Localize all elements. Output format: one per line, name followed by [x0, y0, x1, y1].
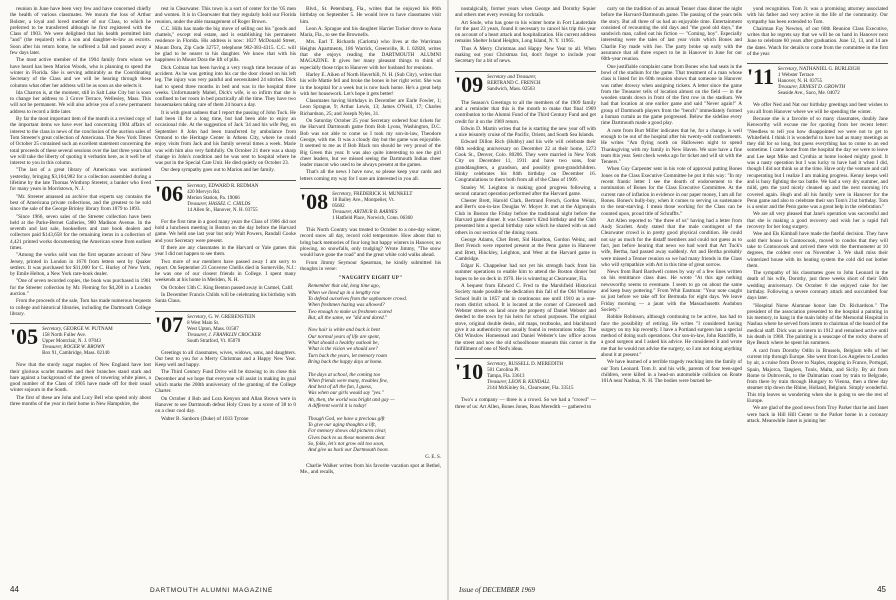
paragraph: On October 4 Bob and Lora Kenyon and Allan Brown were in Hanover to see Dartmouth defeat Holy Cross by a score of 38 to 0 on a clear cool day. [155, 395, 296, 415]
paragraph: We are glad of the good news from Troy Parker that he and Janet were back in Hill Hill Center to the Parker home in a coronary attack. Meanwhile Janet is joining her [747, 405, 888, 424]
paragraph: Because she is a favorite of so many classmates, doubly Jane Kenworthy will excuse me for quoting from her recent letter: "Needless to tell you how disappointed we were not to get to Whitefield. I think it is wonderful to have had as many meetings as they did for so long, but guess everything has to come to an end sometime. I came home from the hospital the day we were to leave and Lee kept Mike and Cynthia at home looked mighty good. It was a nasty operation but I was lucky to have had it when I did, though I did not think so at the time. Have only the venture and call recuperating but I realize I am making progress. Kenny keeps well and is busy fighting the tax battle. We had a very dry summer, and mild, gets the yard nicely cleaned up and the next morning it's covered again. Hugh and all his family were in Hanover for the Penn game and also to celebrate their son Tom's 21st birthday. Tom is a senior and the Penn game was a great help in the celebration." [747, 115, 888, 211]
paragraph: carry on the tradition of an annual Tenner class dinner the night before the Harvard-Dartmouth game. The passing of the years tells the story. But all three of us had an enjoyable time. Entertainment consisted of recounting the old days and "the good old days," the sandwich man, called out his fiction — "Coming, boy". Especially interesting were the tales of last year visits which Bones and Charlie Fay made with Joe. The party broke up early with the assurance that all three expect to be in Hanover in June for our 60th-year reunion. [601, 6, 742, 63]
paragraph: Dick Colman has been having a very rough time because of an accident. As he was getting into his car the door closed on his left leg. The injury was very painful and necessitated 24 stitches. Dick had to spend three months in bed and was in the hospital three weeks. Unfortunately Mabel, Dick's wife, is so infirm that she is confined to her room in bed practically all the time. They have two housemakers taking care of them 24 hours a day. [155, 64, 296, 109]
poem-line: To defend ourselves from the sophomore crowd. [308, 295, 408, 302]
poem-line: But, all the same, we "did and dared." [308, 314, 388, 321]
poem-line: Now hair is white and back is bent [308, 327, 380, 334]
poem-line: And best of all the fun, I guess, [308, 384, 373, 391]
class-1911-header: '11 Secretary, NATHANIEL G. BURLEIGH 1 Webster Terrace Hanover, N. H. 03755 Treasurer, ERNEST D. GROWTH Seaside Ave., Saco, Me. 04072 [747, 63, 888, 97]
page-number-right: 45 [877, 585, 886, 594]
class-year-numeral: '06 [155, 180, 184, 206]
class-1908-header: '08 Secretary, FREDERICK H. MUNKELT 18 Bailey Ave., Montpelier, Vt. 05602 Treasurer, ARTHUR B. BARNES 1 Hatfield Place, Norwich, Conn. 06360 [300, 188, 441, 222]
poem-line: A different world it is today! [308, 403, 367, 410]
paragraph: Two more of our members have passed away I am sorry to report. On September 23 Converse Chellis died in Somerville, N.J.: he was one of our closest friends in College. I spent many weekends at his home in Meriden, N. H. [155, 258, 296, 284]
poem-line: Was when our girls would say "yes." [308, 390, 384, 397]
paragraph: Stanley W. Leighton is making good progress following a second cataract operation performed after the Harvard game. [455, 184, 596, 197]
poem-line: Gives back to us those moments dear. [308, 434, 386, 441]
poem-line: Two enough to make us freshmen scared [308, 308, 392, 315]
paragraph: We offer Ned and Nat our birthday greetings and best wishes to you all from Hanover where we will be spending the winter. [747, 102, 888, 115]
class-1906-header: '06 Secretary, EDWARD R. REDMAN 420 Mervyn Rd. Merion Station, Pa. 19066 Treasurer, HASSEL C. CHILDS 14 Allen St., Hanover, N. H. 03755 [155, 180, 296, 214]
running-head-left: DARTMOUTH ALUMNI MAGAZINE [150, 587, 274, 594]
running-head-right: Issue of DECEMBER 1969 [459, 586, 536, 594]
left-column-2 [155, 6, 296, 576]
paragraph: That's all the news I have now, so please keep your cards and letters coming my way for I sure am interested in you all. [300, 169, 441, 182]
paragraph: The sympathy of his classmates goes to John Leonard in the death of his wife, Dorothy, just three weeks short of their 50th wedding anniversary. On October 8 she enjoyed cake for her birthday. Following a severe coronary attack and succumbed four days later. [747, 270, 888, 302]
paragraph: Wee and Els Kimball have made the fateful decision. They have sold their house in Contoocook, moved to condos that they will take to Contoocook and arrived there with the thermometer at 10 degrees, the coldest ever on November 3. We shall miss their winterized house with its heating system the cold did not bother them. [747, 231, 888, 269]
paragraph: Classmates having birthdays in December are Earle Fowler, 1; Leon Sprague, 9; Arthur Lewis, 13; James O'Neill, 17; Charles Richardson, 25; and Joseph Nyles, 31. [300, 98, 441, 117]
class-1910-header: '10 Secretary, RUSSELL D. MEREDITH 501 Carolina Pl. Tampa, Fla. 33613 Treasurer, LEON B. KENDALL 2144 McKinley St., Clearwater, Fla. 33515 [455, 358, 596, 392]
poem-line: To give our aging thoughts a lift, [308, 421, 376, 428]
paragraph: In December Francis Childs will be celebrating his birthday with Santa Claus. [155, 291, 296, 305]
paragraph: Now that the sturdy sugar maples of New England have lost their glorious scarlet mantles and their branches stand stark and bare against a background of the green of towering white pines, a good number of the Class of 1905 have made off for their usual winter sojourn in the South. [10, 362, 151, 394]
poem-line: Our normal years of life are spent, [308, 333, 380, 340]
poem-line: Though God, we have a precious gift [308, 415, 385, 422]
paragraph: Mrs. Earl T. Richards (Carlotta) who lives at the Warriman Heights Apartments, 186 Warrick, Greenville, R. I. 02828, writes that she enjoys reading the DARTMOUTH ALUMNI MAGAZINE. It gives her many pleasant things to think of especially those trips to Hanover with her husband for reunions. [300, 39, 441, 71]
poem-line: For memory shows old pictures clear, [308, 428, 387, 435]
paragraph: This North Country was treated to October to a one-day winter, record snow all day, record cold temperature. How about that to bring back memories of four long but happy winters in Hanover, no plowing, no snowfalls, only trudging? Wrote Jimmy, "The snow would have gone the road" and the great white cold walks ahead. [300, 227, 441, 259]
paragraph: Robbie Robinson, although continuing to be active, has had to face the possibility of retiring. He writes "I considered having surgery on my hip recently. I have a Portland surgeon has a special method of doing such operations. Our son-in-law, John Ratcliffe, is a good surgeon and I asked his advice. He considered it and wrote me that he would not advise the surgery, so I am not doing anything about it at present." [601, 314, 742, 359]
paragraph: A card from Dorothy Odlin in Brussels, Belgium tells of her current trip through Europe. She went from Los Angeles to London by air, a cruise from Dover to Naples, stopping in France, Portugal, Spain, Majorca, Tangiers, Tunis, Malta, and Sicily. By air from Rome to Dubrovnik, to the Dalmatian coast by train to Belgrade, from there by train through Hungary to Vienna, then a three day steamer trip down the Rhine, Holland, Belgium. Simply wonderful. This trip leaves us wondering when she is going to see the rest of Europe. [747, 347, 888, 405]
paragraph: News from Bard Bardwell comes by way of a few lines written on his remittance class dues. He wrote "At this age nothing newsworthy seems to eventuate. I seem to go on about the same and keep busy pottering." From Whit Eastman: "Your note caught us just before we take off for Bermuda for eight days. We leave Friday morning — a jaunt with the Massachusetts Audubon Society." [601, 269, 742, 313]
paragraph: Art Allen reported to "the three of us" having had a letter from Andy Scarlett. Andy stated that the male contingent of the Clearwater crowd is in pretty good physical condition. He could not say as much for the distaff members and could not guess as to fact, just before hearing that news we had word that Art Tuck's wife, Bertha, had passed away suddenly. Art and Bertha probably were missed a Tenner reunion so we had many friends in the Class who will sympathize with Art in this time of great sorrow. [601, 217, 742, 268]
paragraph: The Season's Greetings to all the members of the 1909 family and a reminder that this is the month to make that final 1969 contribution to the Alumni Fund of the Third Century Fund and get credit for it on the 1969 return. [455, 99, 596, 125]
class-1907-header: '07 Secretary, G. W. GREBENSTEIN 8 West Main St. West Upton, Mass. 01587 Treasurer, J. FRANKLIN CROCKER South Stratford, Vt. 05070 [155, 311, 296, 345]
poem-line: The days at school, the coming too [308, 371, 381, 378]
paragraph: yond recognition. Tom Jr. was a promising attorney associated with his father and very active in the life of the community. Our sympathy has been extended to Tom. [747, 6, 888, 25]
poem [300, 283, 441, 453]
paragraph: "Mr. Streeter amassed an archive that experts say contains the best of Americana private collections, and the greatest to be sold since the sale of the George Brinley library from 1879 to 1893. [10, 193, 151, 213]
paragraph: Leon A. Sprague and his daughter Harriet Tucker drove to Anna Maria, Fla., to see the Brownells. [300, 25, 441, 39]
paragraph: By far the most important item of the month is a revised copy of the important items we have ever had concerning 1904 affairs of interest to the class in news of the conclusion of the auction sales of Tom Streeter's great collection of Americana. The New York Times of October 25 contained such an excellent statement concerning the total proceeds of these several sessions over the last three years that we will take the liberty of quoting it verbatim here, as it well be of interest to you in this column. [10, 116, 151, 167]
paragraph: If there are any classmates in the Harvard or Yale games this year I did not happen to see them. [155, 244, 296, 258]
paragraph: Thus A Merry Christmas and Happy New Year to all. When making out your Christmas list, don't forget to include your Secretary for a bit of news. [455, 45, 596, 65]
paragraph: C.C. Hills has made the big move of selling out his "goods and chattels," except real estate, and is establishing his permanent residence in Florida. His address is now: 1027 McDonald Street, Mount Dora, Zip Code 32757, telephone 902-383-4315. C.C. will be glad to be nearer to his daughter. We know that with his happiness in Mount Dora the lift of pills. [155, 25, 296, 64]
paragraph: "One of seven recorded copies, the book was purchased in 1961 for the Streeter collection by Mr. Fleming for $4,200 in a London auction." [10, 278, 151, 298]
right-column-3 [747, 6, 888, 576]
paragraph: Harley E. Aiken of North Haverhill, N. H. (Sub City), writes that his wife Mattie fell and broke the bones in her right wrist. She was in the hospital for a week but is now back home. He's a great help with her housework. Let's hope it gets better! [300, 71, 441, 97]
class-1905-header: '05 Secretary, GEORGE W. PUTNAM 158 North Fuller Ave. Upper Montclair, N. J. 07043 Treasurer, ROGER W. BROWN Box 91, Cambridge, Mass. 02140 [10, 323, 151, 357]
left-column-1 [10, 6, 151, 576]
paragraph: On Saturday October 25 your Secretary ordered four tickets for the Harvard Dartmouth game from Bob Lyons, Washington, D.C. Bob was not able to come so I took my son-in-law, Theodore George, with me. It was a cloudy day but the game was enjoyable. It seemed to me as if Bob Black ton should be very proud of the Big Green this year. It was also quite interesting to see the girl cheer leaders, but we missed seeing the Dartmouth Indian cheer leader mascot who used to be always present at the games. [300, 118, 441, 169]
paragraph: The first of these are John and Lucy Bell who spend only about three months of the year in their home in New Hampshire, the [10, 394, 151, 408]
paragraph: The most active member of the 1904 family from whom we have heard has been Marion Woods, who is planning to spend the winter in Florida. She is serving admirably as the Coordinating Secretary of the Class and we will be hearing through these columns what other her address will be as soon as she selects it. [10, 57, 151, 89]
poem-line: Turn back the years, let memory roam [308, 352, 387, 359]
paragraph: Blvd., St. Petersburg, Fla., writes that he enjoyed his 86th birthday on September 5. He would love to have classmates visit him. [300, 6, 441, 25]
paragraph: "Hospital Nurse Alumnae honor late Dr. Richardson." The president of the association presented to the hospital a painting in his memory, to hang in the main lobby of the Memorial Hospital in Nashua where he served from intern to chairman of the board of the medical staff. Dick was an intern in 1912 and remained active until his death in 1968. The painting is a seascape of the rocky shores of Rye Beach where he spent his summers. [747, 302, 888, 347]
paragraph: Art Soule, who has gone to his winter home in Fort Lauderdale for the past 23 years, found it necessary to cancel his trip this year on account of a heart attack and hospitalization. His current address remains Shelter Island Heights, Long Island, N. Y. 11965. [455, 19, 596, 45]
paragraph: George Adams, Chet Brett, Sid Hazelton, Gordon Weinz, and Bert French were reported present at the Penn game in Hanover and Brett, Hinckley, Leighton, and West at the Harvard game in Cambridge. [455, 236, 596, 262]
paragraph: We have learned of a terrible tragedy reaching into the family of our Tom Leonard. Tom Jr. and his wife, parents of four teen-aged children, were killed in a head-on automobile collision on Route 101A near Nashua, N. H. The bodies were burned be- [601, 359, 742, 385]
poem-line: When friends were many, troubles few, [308, 377, 388, 384]
class-year-numeral: '05 [10, 324, 39, 350]
paragraph: Ida Charron is, at the moment, still in Salt Lake City but is soon to change her address to 3 Grove Terrace, Wellesley, Mass. This will not be permanent. We will also advise you of a new permanent address to record a little later. [10, 89, 151, 115]
class-year-numeral: '07 [155, 311, 184, 337]
paragraph: A note from Burt Miller indicates that he, for a change, is well enough to be out of the hospital after his twenty-odd confinements. He writes "Am flying north on Halloween night to spend Thanksgiving with my family in New Haven. We sure have a fine team this year. Sent check weeks ago for ticket and will sit with the Tenners." [601, 127, 742, 166]
poem-line: What should a healthy outlook be, [308, 340, 379, 347]
paragraph: When Guy Carpenter sent in his vote of approval putting Bones Jones on the Class Executive Committee he put it this way: "In my recent frantic letter I see the dearth of endorsement to the nomination of Bones for the Class Executive Committee. At the current rate of inflation in evidence in our paper money, I am all for Bones. Bones's bully-boy, when it comes to serving us sustenance to the near-starving. I mean those working for the Class can be counted upon, proud title of Schraffts." [601, 166, 742, 217]
paragraph: Chairman Fay Newton, of our 60th Reunion Class Executive, writes that he regrets say that we will be on hand in Hanover next June to celebrate 60 years after graduation. June 12, 13, and 14 are the dates. Watch for details to come from the committee in the first of the year. [747, 25, 888, 58]
paragraph: On October 13th C. King Benton passed away in Carmel, Calif. [161, 284, 294, 291]
paragraph: Edwin D. Martin writes that he is starting the new year off with a nice leisurely cruise of the Pacific, Orient, and South Sea Islands. [455, 125, 596, 139]
right-column-2 [601, 6, 742, 576]
paragraph: For the first time in a good many years the Class of 1906 did not hold a luncheon meeting in Boston on the day before the Harvard game. We held one last year but only Walt Powers, Randall Cooke and your Secretary were present. [155, 218, 296, 244]
paragraph: reunion in June have been very few and have concerned chiefly the health of various classmates. We mourn the loss of Arthur Bolster, a loyal and loved member of our Class, to which he preferred to be transferred although he first registered with the Class of 1903. We were delighted that his health permitted him "and" (the required) with a son and daughter-in-law as escorts. Soon after his return home, he suffered a fall and passed away a few days later. [10, 6, 151, 57]
paragraph: Charlie Walker writes from his favorite vacation spot at Bethel, Me., and recalls, [300, 462, 441, 475]
class-year-numeral: '11 [747, 64, 774, 90]
poem-line: Bring back the happy days at home. [308, 358, 383, 365]
paragraph: From the proceeds of the sale, Tom has made numerous bequests to college and historical libraries, including the Dartmouth College library. [10, 298, 151, 317]
paragraph: Edgar K. Chappelear had not yet his strength back from his summer operations to enable him to attend the Boston dinner but hopes to be on deck in 1970. He is wintering at Clearwater, Fla. [455, 263, 596, 282]
paragraph: Chester Brett, Harold Clark, Bertrand French, Gordon Weinz, and Bert's son-in-law Douglas W. Moyer Jr. met at the Algonquin Club in Boston the Friday before the traditional night before the Harvard game dinner. It was Chester's 82nd birthday and the Club presented him a special birthday cake which he shared with us and others in our section of the dining room. [455, 198, 596, 236]
class-1909-header: '09 Secretary and Treasurer, BERTRAND C. FRENCH Sandwich, Mass. 02563 [455, 71, 596, 95]
paragraph: Walter B. Sanborn (Duke) of 1033 Tyrone [161, 415, 249, 422]
paragraph: Edward Dillon Rich (Hubby) and his wife will celebrate their 60th wedding anniversary on December 22 at their home, 1273 Cook St., Denver, Colo. 80206. They were married in New York City on December 11, 1911 and have two sons, four granddaughters, a grandson, and possibly great-grandchildren. Hinky celebrates his 84th birthday on December 16. Congratulations to them both from all of the Class of 1909. [455, 139, 596, 184]
right-page [449, 0, 896, 600]
poem-line: And give us back our Dartmouth boon. [308, 447, 389, 454]
paragraph: rest in Clearwater. This town is a sort of center for the '05 men and women. It is in Clearwater that they regularly hold our Florida reunion, under the able management of Roger Brown. [155, 6, 296, 25]
paragraph: It is with great sadness that I report the passing of John Tuck. He had been ill for a long time, but had been able to enjoy an occasional ride. At the suggestion of Jack '34 and his wife Peg, on September 8 John had been transferred by ambulance from Ormond to the Heritage Center in Athens City, where he could enjoy visits from Jack and his family several times a week. Marie was with him also very faithfully. On October 21 there was a sharp change in John's condition and he was sent to hospital where he was put in the Special Care Unit. He died quietly on October 23. [155, 109, 296, 167]
poem-line: So, folks, let's not grow old too soon, [308, 440, 385, 447]
paragraph: From Jimmy Seymour Spearman, he kindly submitted his thoughts in verse: [300, 259, 441, 272]
paragraph: "Since 1966, seven sales of the Streeter collection have been held at the Parke-Bernet Galleries, 980 Madison Avenue. In the seventh and last sale, booksellers and rare book dealers and collectors paid $143,658 for the remaining items in a collection of 4,421 printed works documenting the American scene from earliest times. [10, 213, 151, 251]
left-page [0, 0, 447, 600]
paragraph: "The last of a great library of Americana was auctioned yesterday, bringing $3,104,982 for a collection assembled during a lifetime by the late Thomas Winthrop Streeter, a banker who lived for many years in Morristown, N. J. [10, 167, 151, 193]
class-year-numeral: '08 [300, 189, 329, 215]
class-year-numeral: '10 [455, 359, 484, 385]
paragraph: Our deep sympathy goes out to Marion and her family. [161, 167, 275, 174]
poem-title: "NAUGHTY EIGHT UP" [338, 275, 403, 282]
left-column-3 [300, 6, 441, 576]
paragraph: We are all very pleased that Jane's operation was successful and that she is making a good recovery and wish her a rapid full recovery for her long surgery. [747, 211, 888, 231]
paragraph: A bequest from Edward C. Fred to the Marshfield Historical Society made possible the dedication this fall of the Old Winslow School built in 1857 and in continuous use until 1910 as a one-room district school. It is located at the corner of Careswell and Webster streets on land once the property of Daniel Webster and deeded to the town by his heirs for school purposes. The original stove, original double desks, old maps, textbooks, and blackboard give it an authenticity not usually found in restorations today. The Old Winslow Homestead and Daniel Webster's law office across the street and now the old schoolhouse museum this corner is the fulfillment of one of Ned's ideas. [455, 282, 596, 352]
page-number-left: 44 [10, 585, 19, 594]
paragraph: nostalgically, former years when George and Dorothy Squier and others met every evening for cocktails. [455, 6, 596, 19]
paragraph: Greetings to all classmates, wives, widows, sons, and daughters. Our best to you for a Merry Christmas and a Happy New Year. Keep well and happy. [155, 349, 296, 369]
poem-line: What is the vision we should see? [308, 346, 378, 353]
paragraph: Two's a company — three is a crowd. So we had a "crowd" — three of us: Art Allen, Bones Jones, Russ Meredith — gathered to [455, 397, 596, 410]
class-year-numeral: '09 [455, 71, 484, 97]
poem-line: Remember that old, long time ago, [308, 283, 380, 290]
paragraph: The Third Century Fund Drive will be drawing to its close this December and we hope that everyone will assist in making its goal which marks the 200th anniversary of the granting of the College Charter. [155, 369, 296, 395]
poem-line: When freshmen hazing was allowed? [308, 302, 385, 309]
paragraph: One justifiable complaint came from Bones who had seats in the bowl of the stadium for the game. That treatment of a man whose class is listed for its 60th reunion shows that someone in Hanover was rather drowsy when assigning tickets. A letter since the game from the Treasurer tells of location almost on the field — in the wooden stands down in front of the first row in the stadium. We had that location at one earlier game and said "Never again!" A group of Dartmouth players from the "bench" immediately formed a human curtain as the game progressed. Below the sideline every time Dartmouth made a good play. [601, 63, 742, 127]
poem-signature: G. E. S. [425, 455, 441, 461]
right-column-1 [455, 6, 596, 576]
paragraph: "Among the works sold was the first separate account of New Jersey, printed in London in 1676 from letters sent by Quaker settlers. It was purchased for $11,000 for C. Hurley of New York, by Emile Helton, a New York rare-book dealer. [10, 252, 151, 278]
poem-line: When we lined up in a lengthy row [308, 289, 380, 296]
poem-line: Ah, then, the world was bright and gay — [308, 396, 395, 403]
